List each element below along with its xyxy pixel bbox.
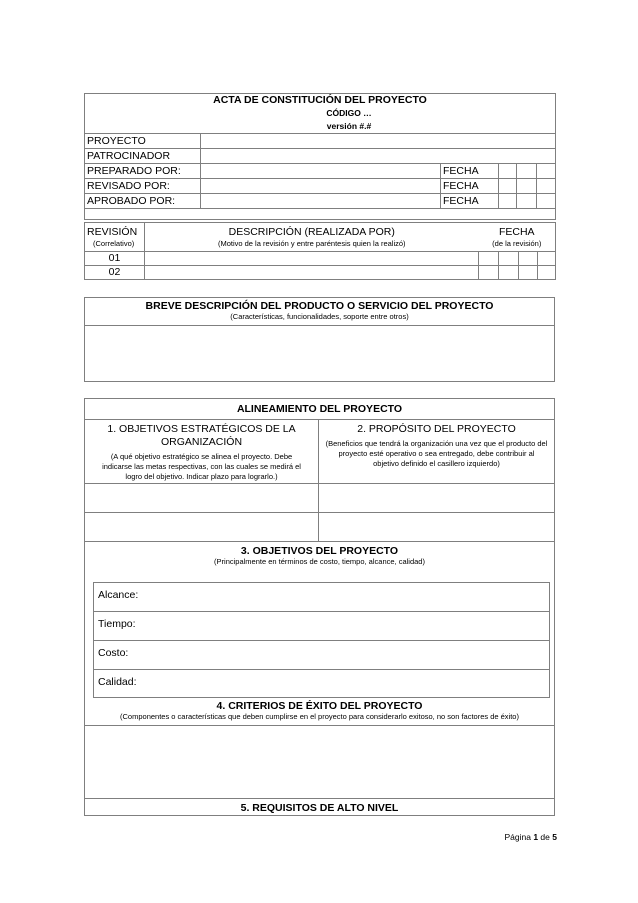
revision-number: 02 <box>85 266 145 280</box>
breve-descripcion-subtitle: (Características, funcionalidades, soporte entre otros) <box>230 312 409 321</box>
proposito-field[interactable] <box>319 484 554 512</box>
label-proyecto: PROYECTO <box>85 134 201 149</box>
fecha-label: FECHA <box>498 226 535 238</box>
objetivo-costo-label: Costo: <box>98 647 129 659</box>
document-version: versión #.# <box>85 120 556 134</box>
objetivo-calidad-row[interactable] <box>94 670 549 698</box>
field-revisado[interactable] <box>201 179 441 194</box>
revision-descripcion-cell[interactable] <box>145 252 479 266</box>
objetivo-alcance-label: Alcance: <box>98 589 139 601</box>
breve-descripcion-field[interactable] <box>85 325 554 381</box>
proposito-title: 2. PROPÓSITO DEL PROYECTO <box>357 423 516 435</box>
revision-sublabel: (Correlativo) <box>93 239 135 248</box>
requisitos-title: 5. REQUISITOS DE ALTO NIVEL <box>240 802 399 814</box>
objetivo-costo-row[interactable] <box>94 641 549 670</box>
revision-label: REVISIÓN <box>87 226 138 238</box>
fecha-dia-cell[interactable] <box>499 179 517 194</box>
descripcion-sublabel: (Motivo de la revisión y entre paréntesis quien la realizó) <box>217 239 406 248</box>
proposito-header <box>319 420 554 484</box>
label-patrocinador: PATROCINADOR <box>85 149 201 164</box>
revision-descripcion-cell[interactable] <box>145 266 479 280</box>
breve-descripcion-section <box>84 297 555 382</box>
alineamiento-row <box>85 512 554 541</box>
revision-fecha-cell[interactable] <box>519 252 538 266</box>
document-title: ACTA DE CONSTITUCIÓN DEL PROYECTO <box>85 94 556 108</box>
alineamiento-title: ALINEAMIENTO DEL PROYECTO <box>236 403 403 415</box>
label-fecha-preparado: FECHA <box>441 164 499 179</box>
objetivo-estrategico-field[interactable] <box>85 513 319 541</box>
fecha-dia-cell[interactable] <box>499 164 517 179</box>
fecha-header <box>479 223 556 252</box>
spacer-row <box>85 209 556 220</box>
page-footer <box>504 832 557 842</box>
revisiones-table <box>84 222 556 280</box>
objetivo-alcance-row[interactable] <box>94 583 549 612</box>
field-preparado[interactable] <box>201 164 441 179</box>
descripcion-label: DESCRIPCIÓN (REALIZADA POR) <box>228 226 395 238</box>
fecha-mes-cell[interactable] <box>517 164 537 179</box>
revision-number: 01 <box>85 252 145 266</box>
revision-header <box>85 223 145 252</box>
fecha-anio-cell[interactable] <box>537 194 556 209</box>
label-fecha-revisado: FECHA <box>441 179 499 194</box>
objetivos-estrategicos-subtitle: (A qué objetivo estratégico se alinea el proyecto. Debe indicarse las metas respectivas, con las cuales se medirá el logro del objetivo. Indicar plazo para lograrlo.) <box>102 452 301 481</box>
objetivo-tiempo-label: Tiempo: <box>98 618 136 630</box>
objetivos-proyecto-subtitle: (Principalmente en términos de costo, tiempo, alcance, calidad) <box>214 557 425 566</box>
alineamiento-section <box>84 398 555 816</box>
revision-fecha-cell[interactable] <box>538 266 556 280</box>
field-proyecto[interactable] <box>201 134 556 149</box>
fecha-mes-cell[interactable] <box>517 194 537 209</box>
objetivo-calidad-label: Calidad: <box>98 676 137 688</box>
breve-descripcion-title: BREVE DESCRIPCIÓN DEL PRODUCTO O SERVICIO DEL PROYECTO <box>145 300 494 312</box>
proposito-field[interactable] <box>319 513 554 541</box>
pagina-actual: 1 <box>533 832 539 842</box>
objetivo-estrategico-field[interactable] <box>85 484 319 512</box>
document-code: CÓDIGO … <box>85 107 556 120</box>
objetivos-proyecto-header <box>85 541 554 571</box>
criterios-subtitle: (Componentes o características que deben cumplirse en el proyecto para considerarlo exitoso, no son factores de éxito) <box>120 712 519 721</box>
fecha-sublabel: (de la revisión) <box>492 239 542 248</box>
field-aprobado[interactable] <box>201 194 441 209</box>
revision-fecha-cell[interactable] <box>519 266 538 280</box>
criterios-header <box>85 699 554 725</box>
objetivo-tiempo-row[interactable] <box>94 612 549 641</box>
alineamiento-columns <box>85 419 554 483</box>
descripcion-header <box>145 223 479 252</box>
criterios-title: 4. CRITERIOS DE ÉXITO DEL PROYECTO <box>216 700 423 712</box>
objetivos-proyecto-box <box>93 582 550 698</box>
pagina-de: de <box>540 832 550 842</box>
header-info-table <box>84 93 556 220</box>
objetivos-estrategicos-title: 1. OBJETIVOS ESTRATÉGICOS DE LA ORGANIZACIÓN <box>107 423 296 448</box>
revision-fecha-cell[interactable] <box>499 266 519 280</box>
revision-spacer-cell <box>479 266 499 280</box>
criterios-field[interactable] <box>85 725 554 799</box>
fecha-anio-cell[interactable] <box>537 164 556 179</box>
label-fecha-aprobado: FECHA <box>441 194 499 209</box>
revision-fecha-cell[interactable] <box>499 252 519 266</box>
label-aprobado: APROBADO POR: <box>85 194 201 209</box>
pagina-label: Página <box>504 832 531 842</box>
objetivos-estrategicos-header <box>85 420 319 484</box>
fecha-dia-cell[interactable] <box>499 194 517 209</box>
objetivos-proyecto-title: 3. OBJETIVOS DEL PROYECTO <box>240 545 399 557</box>
pagina-total: 5 <box>552 832 557 842</box>
revision-fecha-cell[interactable] <box>538 252 556 266</box>
label-preparado: PREPARADO POR: <box>85 164 201 179</box>
label-revisado: REVISADO POR: <box>85 179 201 194</box>
alineamiento-row <box>85 483 554 512</box>
fecha-mes-cell[interactable] <box>517 179 537 194</box>
revision-spacer-cell <box>479 252 499 266</box>
field-patrocinador[interactable] <box>201 149 556 164</box>
proposito-subtitle: (Beneficios que tendrá la organización una vez que el producto del proyecto esté operativo o sea entregado, debe contribuir al objetivo definido el casillero izquierdo) <box>325 439 548 468</box>
fecha-anio-cell[interactable] <box>537 179 556 194</box>
